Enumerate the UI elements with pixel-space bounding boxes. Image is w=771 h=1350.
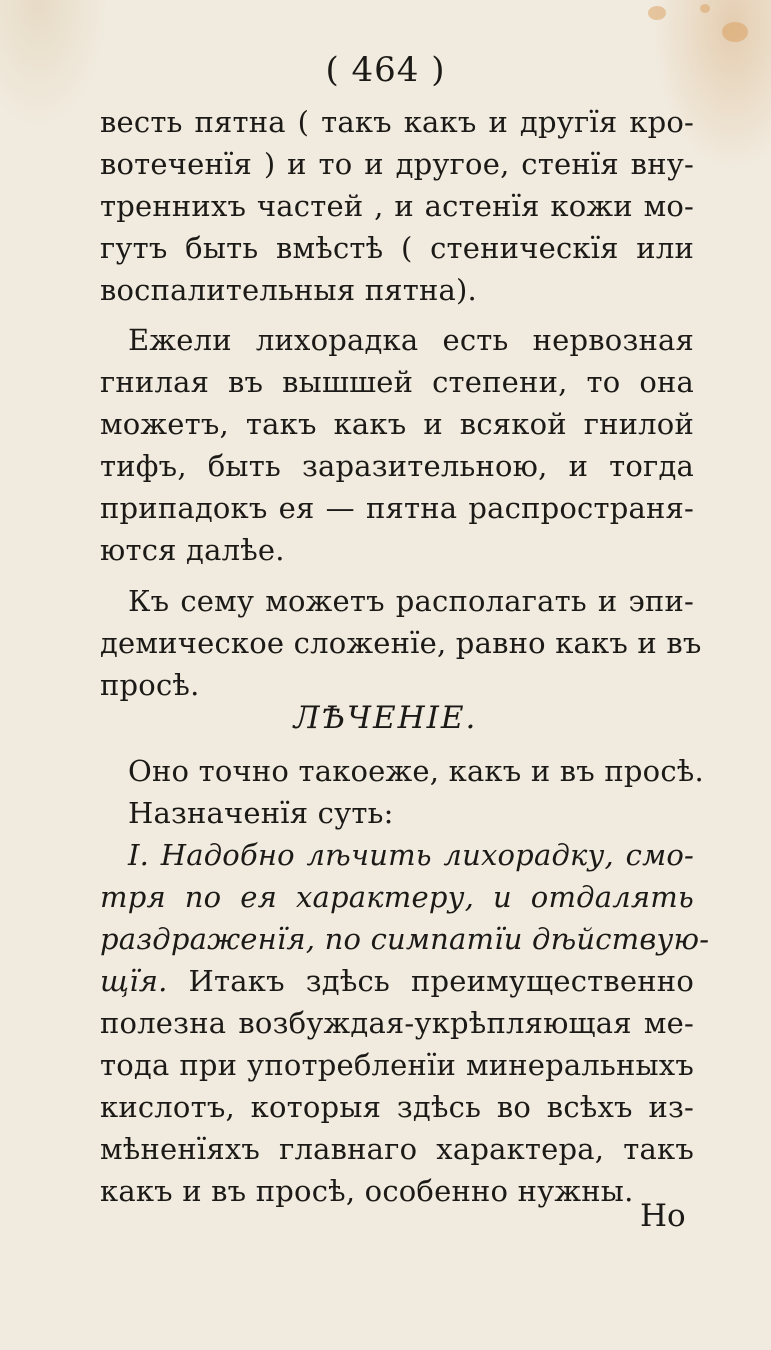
text-line: вотеченїя ) и то и другое, стенїя вну- bbox=[100, 147, 694, 181]
text-line: припадокъ ея — пятна распространя- bbox=[100, 491, 694, 525]
text-line: демическое сложенїе, равно какъ и въ bbox=[100, 626, 702, 660]
text-line: Къ сему можетъ располагать и эпи- bbox=[128, 584, 694, 618]
text-line: просѣ. bbox=[100, 668, 200, 702]
text-line: какъ и въ просѣ, особенно нужны. bbox=[100, 1174, 634, 1208]
text-line: раздраженїя, по симпатїи дѣйствую- bbox=[100, 922, 710, 956]
text-line: ются далѣе. bbox=[100, 533, 285, 567]
roman-text: Итакъ здѣсь преимущественно bbox=[167, 964, 694, 998]
text-line: тифъ, быть заразительною, и тогда bbox=[100, 449, 694, 483]
text-line: Ежели лихорадка есть нервозная bbox=[128, 323, 694, 357]
text-line: гнилая въ вышшей степени, то она bbox=[100, 365, 694, 399]
italic-word: щїя. bbox=[100, 964, 168, 998]
text-line: I. Надобно лѣчить лихорадку, смо- bbox=[128, 838, 694, 872]
text-line: можетъ, такъ какъ и всякой гнилой bbox=[100, 407, 694, 441]
paragraph-2 bbox=[100, 319, 694, 571]
text-line: треннихъ частей , и астенїя кожи мо- bbox=[100, 189, 694, 223]
page-number: ( 464 ) bbox=[325, 50, 446, 90]
paper-stain bbox=[648, 6, 666, 20]
text-line: тря по ея характеру, и отдалять bbox=[100, 880, 694, 914]
text-line bbox=[100, 960, 694, 1002]
paragraph-1 bbox=[100, 101, 694, 311]
paragraph-3 bbox=[100, 580, 702, 706]
text-line: воспалительныя пятна). bbox=[100, 273, 477, 307]
text-line: Назначенїя суть: bbox=[128, 796, 394, 830]
text-line: полезна возбуждая-укрѣпляющая ме- bbox=[100, 1006, 694, 1040]
text-line: Оно точно такоеже, какъ и въ просѣ. bbox=[128, 754, 704, 788]
paper-stain bbox=[722, 22, 748, 42]
text-line: тода при употребленїи минеральныхъ bbox=[100, 1048, 694, 1082]
paper-stain bbox=[700, 4, 710, 13]
text-line: мѣненїяхъ главнаго характера, такъ bbox=[100, 1132, 694, 1166]
catchword: Но bbox=[640, 1198, 686, 1234]
text-line: весть пятна ( такъ какъ и другїя кро- bbox=[100, 105, 694, 139]
text-line: гутъ быть вмѣстѣ ( стеническїя или bbox=[100, 231, 694, 265]
text-line: кислотъ, которыя здѣсь во всѣхъ из- bbox=[100, 1090, 694, 1124]
paragraph-4 bbox=[100, 750, 710, 1212]
section-heading: ЛѢЧЕНIЕ. bbox=[293, 700, 478, 736]
